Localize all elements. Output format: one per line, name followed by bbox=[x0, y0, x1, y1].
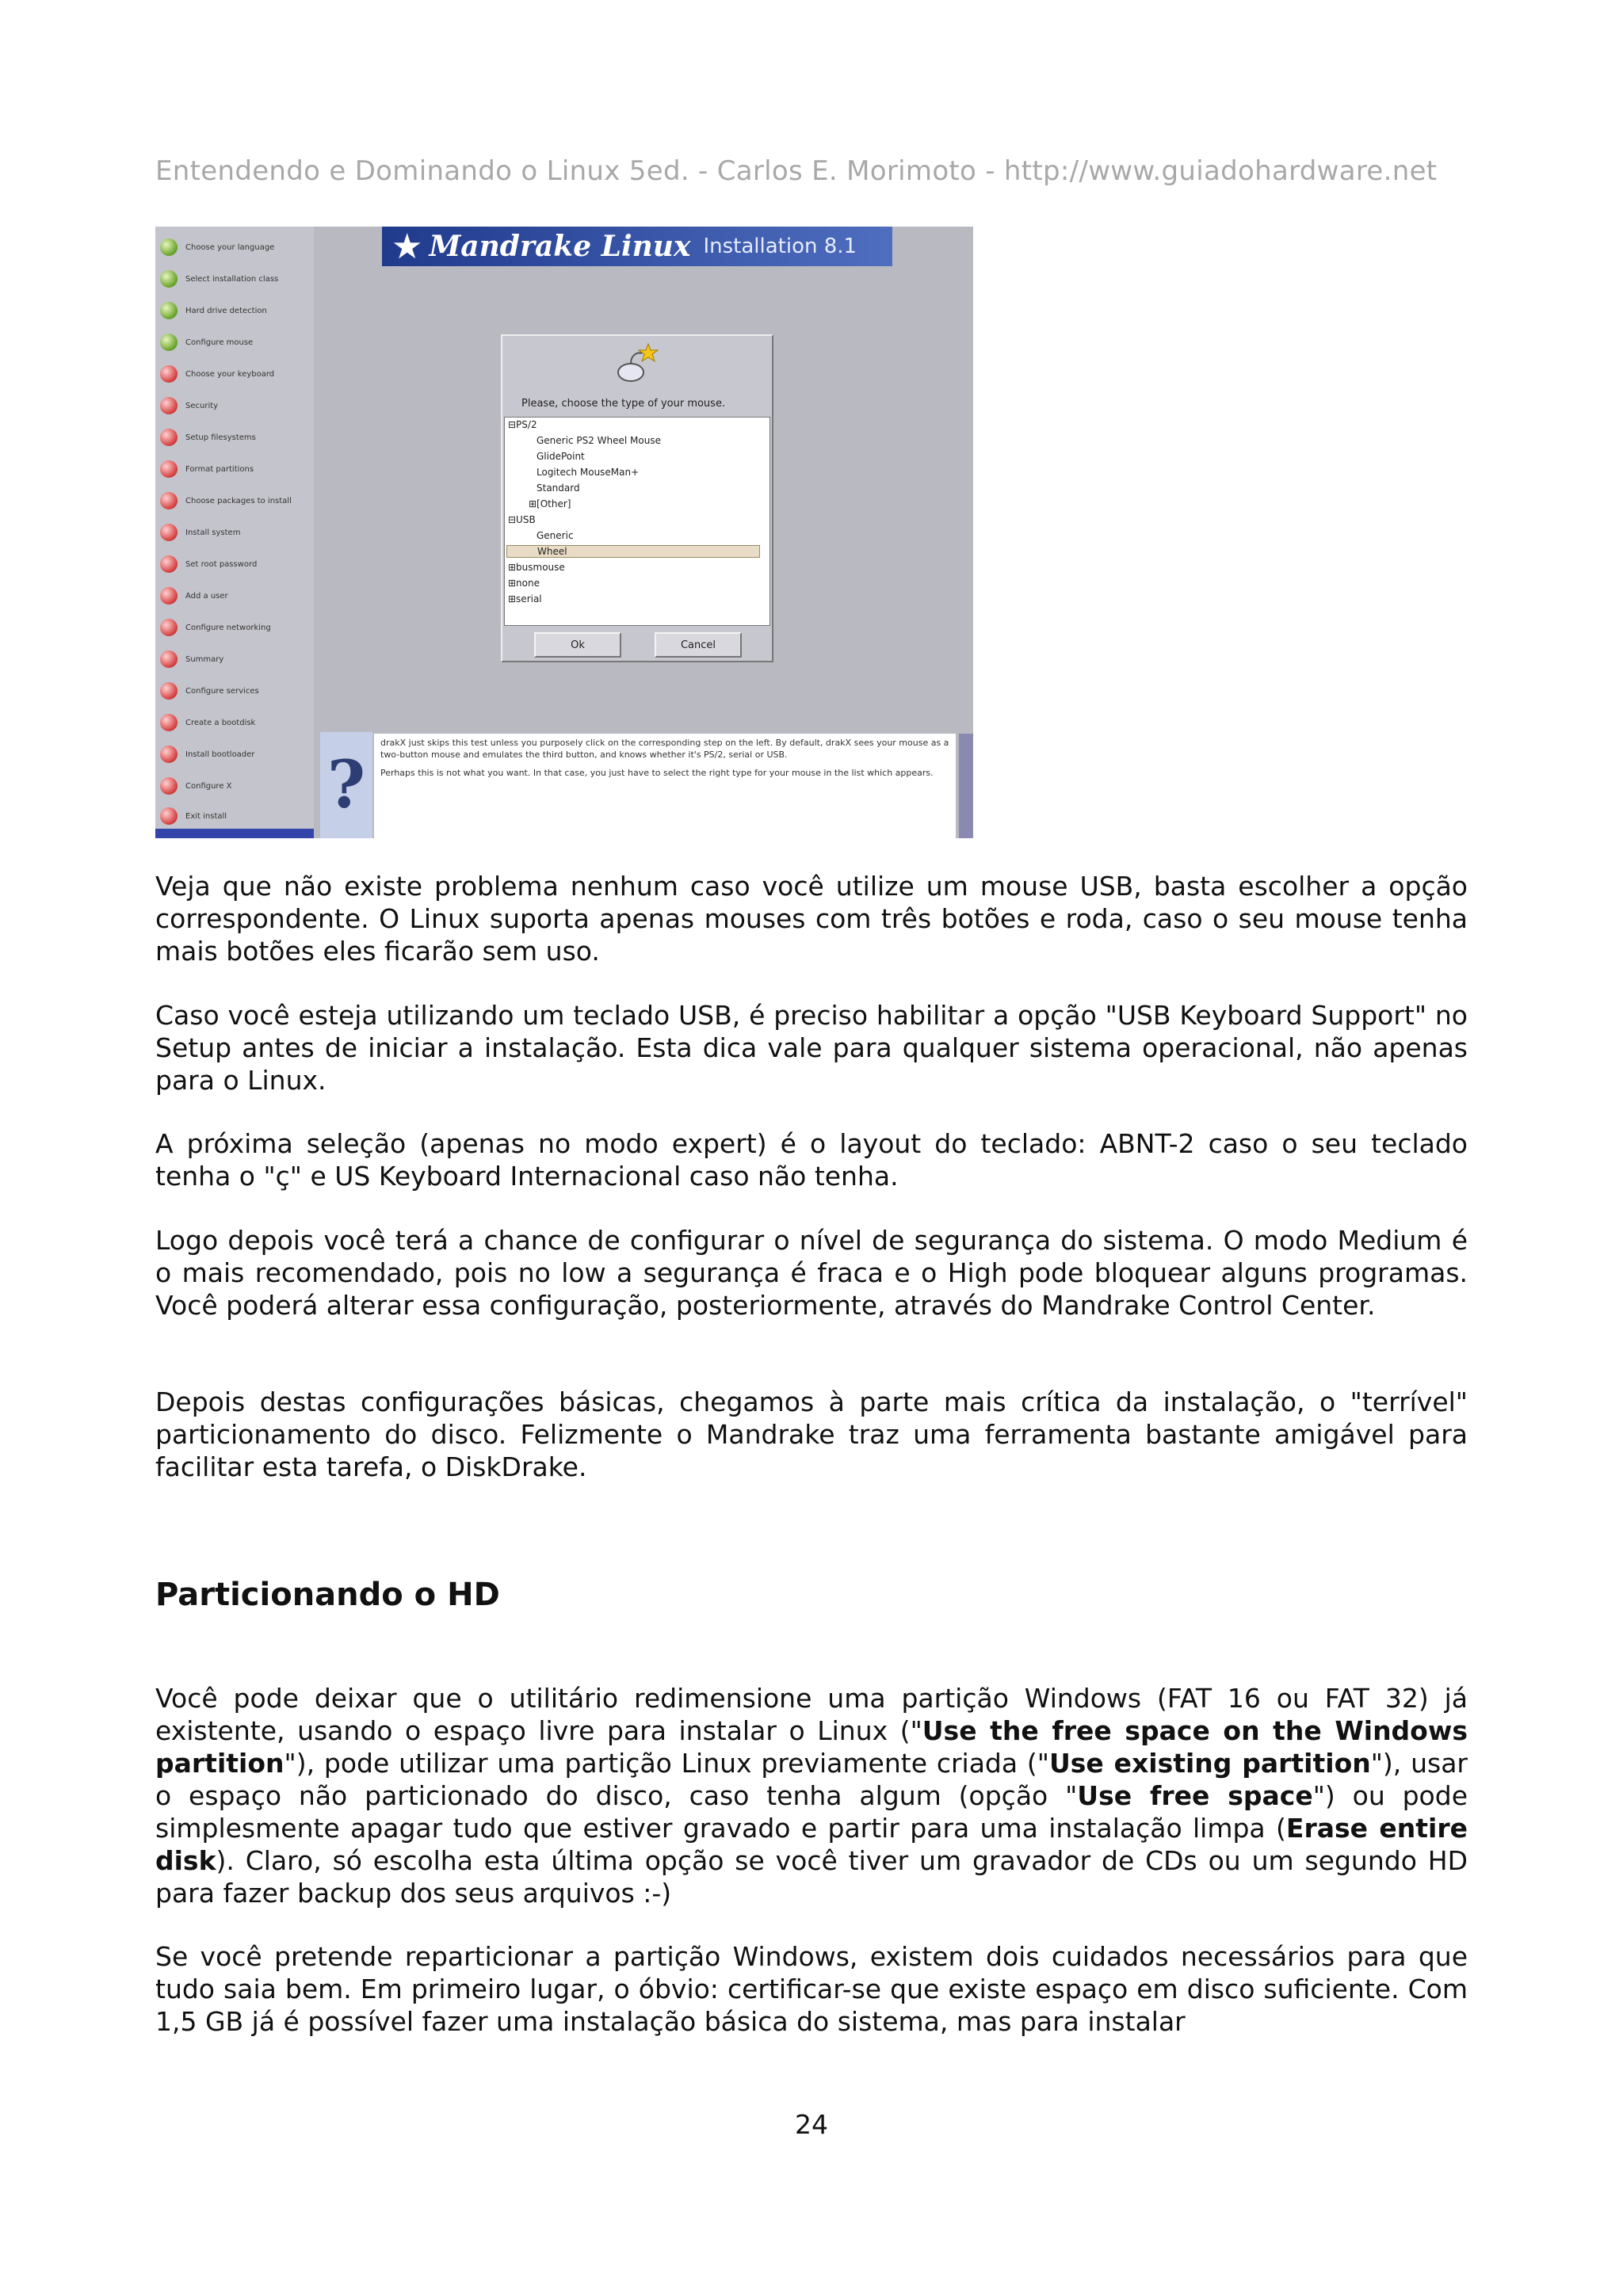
mouse-icon bbox=[613, 341, 661, 388]
tree-group[interactable]: ⊞busmouse bbox=[508, 562, 565, 573]
bold-option: Use existing partition bbox=[1048, 1748, 1371, 1779]
step-status-icon bbox=[160, 619, 178, 636]
tree-group-usb[interactable]: ⊟USB bbox=[508, 514, 536, 525]
step-item bbox=[160, 770, 232, 802]
step-label: Exit install bbox=[185, 811, 227, 821]
step-status-icon bbox=[160, 492, 178, 509]
help-question-glyph: ? bbox=[327, 747, 366, 823]
banner-subtitle: Installation 8.1 bbox=[703, 235, 857, 258]
step-item bbox=[160, 295, 267, 326]
tree-group-ps2[interactable]: ⊟PS/2 bbox=[508, 419, 537, 430]
step-label: Configure services bbox=[185, 686, 259, 696]
step-label: Install system bbox=[185, 528, 241, 537]
step-item bbox=[160, 675, 259, 707]
step-item bbox=[160, 800, 227, 832]
installer-screenshot bbox=[155, 227, 973, 838]
step-status-icon bbox=[160, 270, 178, 288]
step-status-icon bbox=[160, 429, 178, 446]
step-label: Install bootloader bbox=[185, 749, 255, 759]
paragraph-partition-options bbox=[155, 1682, 1468, 1909]
paragraph-repartition: Se você pretende reparticionar a partição Windows, existem dois cuidados necessários para que tudo saia bem. Em primeiro lugar, o óbvio: certificar-se que existe espaço em disco suficiente. Com 1,5 GB já é possível fazer uma instalação básica do sistema, mas para instalar bbox=[155, 1941, 1468, 2037]
step-item bbox=[160, 453, 254, 485]
step-status-icon bbox=[160, 650, 178, 668]
text-run: ") ou pode simplesmente apagar tudo que estiver gravado e partir para uma instalação limpa ( bbox=[155, 1780, 1468, 1844]
step-item bbox=[160, 643, 223, 675]
step-status-icon bbox=[160, 714, 178, 731]
step-label: Hard drive detection bbox=[185, 306, 267, 315]
paragraph-keyboard-layout: A próxima seleção (apenas no modo expert) é o layout do teclado: ABNT-2 caso o seu teclado tenha o "ç" e US Keyboard Internacional caso não tenha. bbox=[155, 1128, 1468, 1192]
step-status-icon bbox=[160, 302, 178, 319]
step-label: Choose packages to install bbox=[185, 496, 292, 505]
bold-option: Use the free space on the Windows partition bbox=[155, 1715, 1468, 1779]
step-item bbox=[160, 707, 255, 738]
step-item bbox=[160, 358, 274, 390]
text-run: Você pode deixar que o utilitário redimensione uma partição Windows (FAT 16 ou FAT 32) já existente, usando o espaço livre para instalar o Linux (" bbox=[155, 1683, 1468, 1746]
step-item bbox=[160, 517, 240, 548]
dialog-prompt: Please, choose the type of your mouse. bbox=[521, 398, 726, 410]
sidebar-footer-bar bbox=[155, 829, 314, 838]
text-run: "), pode utilizar uma partição Linux previamente criada (" bbox=[284, 1748, 1049, 1779]
star-logo-icon: ★ bbox=[391, 227, 423, 267]
step-label: Configure X bbox=[185, 781, 232, 791]
step-label: Select installation class bbox=[185, 274, 279, 284]
step-label: Format partitions bbox=[185, 464, 254, 474]
step-label: Security bbox=[185, 401, 219, 410]
step-item bbox=[160, 580, 228, 612]
ok-button[interactable]: Ok bbox=[534, 632, 621, 658]
help-text-panel bbox=[374, 734, 956, 838]
page-number: 24 bbox=[795, 2109, 828, 2140]
step-status-icon bbox=[160, 460, 178, 478]
step-label: Configure mouse bbox=[185, 338, 254, 347]
mouse-type-dialog bbox=[501, 334, 773, 662]
step-label: Create a bootdisk bbox=[185, 718, 256, 727]
paragraph-security-level: Logo depois você terá a chance de configurar o nível de segurança do sistema. O modo Medium é o mais recomendado, pois no low a segurança é fraca e o High pode bloquear alguns programas. Você poderá alterar essa configuração, posteriormente, através do Mandrake Control Center. bbox=[155, 1225, 1468, 1321]
help-scrollbar[interactable] bbox=[959, 734, 973, 838]
step-status-icon bbox=[160, 587, 178, 605]
step-status-icon bbox=[160, 334, 178, 351]
tree-item-selected[interactable]: Wheel bbox=[506, 545, 760, 558]
step-item bbox=[160, 548, 257, 580]
section-heading: Particionando o HD bbox=[155, 1577, 500, 1613]
step-status-icon bbox=[160, 746, 178, 763]
step-label: Set root password bbox=[185, 559, 258, 569]
help-text-line: Perhaps this is not what you want. In that case, you just have to select the right type for your mouse in the list which appears. bbox=[380, 768, 934, 778]
bold-option: Erase entire disk bbox=[155, 1813, 1468, 1876]
step-status-icon bbox=[160, 777, 178, 795]
installer-banner bbox=[382, 227, 892, 266]
bold-option: Use free space bbox=[1077, 1780, 1313, 1811]
banner-brand: Mandrake Linux bbox=[429, 230, 691, 263]
step-status-icon bbox=[160, 397, 178, 414]
running-header: Entendendo e Dominando o Linux 5ed. - Carlos E. Morimoto - http://www.guiadohardware.net bbox=[155, 155, 1438, 187]
step-label: Configure networking bbox=[185, 623, 271, 632]
mouse-type-tree bbox=[504, 417, 770, 626]
step-item bbox=[160, 612, 271, 643]
step-item bbox=[160, 263, 278, 295]
cancel-button[interactable]: Cancel bbox=[655, 632, 742, 658]
tree-item[interactable]: GlidePoint bbox=[537, 451, 585, 462]
installer-steps-sidebar bbox=[155, 227, 314, 838]
step-item bbox=[160, 231, 274, 263]
step-status-icon bbox=[160, 524, 178, 541]
tree-group[interactable]: ⊞none bbox=[508, 578, 540, 589]
help-question-icon bbox=[320, 732, 372, 838]
step-status-icon bbox=[160, 555, 178, 573]
step-label: Add a user bbox=[185, 591, 228, 601]
step-status-icon bbox=[160, 238, 178, 256]
paragraph-partitioning-intro: Depois destas configurações básicas, chegamos à parte mais crítica da instalação, o "terrível" particionamento do disco. Felizmente o Mandrake traz uma ferramenta bastante amigável para facilitar esta tarefa, o DiskDrake. bbox=[155, 1386, 1468, 1482]
tree-item[interactable]: Generic bbox=[537, 530, 574, 541]
step-status-icon bbox=[160, 365, 178, 383]
text-run: "), usar o espaço não particionado do disco, caso tenha algum (opção " bbox=[155, 1748, 1468, 1811]
step-item bbox=[160, 485, 292, 517]
paragraph-usb-mouse: Veja que não existe problema nenhum caso você utilize um mouse USB, basta escolher a opção correspondente. O Linux suporta apenas mouses com três botões e roda, caso o seu mouse tenha mais botões eles ficarão sem uso. bbox=[155, 871, 1468, 967]
paragraph-usb-keyboard: Caso você esteja utilizando um teclado USB, é preciso habilitar a opção "USB Keyboard Support" no Setup antes de iniciar a instalação. Esta dica vale para qualquer sistema operacional, não apenas para o Linux. bbox=[155, 1000, 1468, 1096]
step-label: Setup filesystems bbox=[185, 433, 256, 442]
step-item bbox=[160, 421, 256, 453]
tree-item[interactable]: Generic PS2 Wheel Mouse bbox=[537, 435, 661, 446]
step-item bbox=[160, 390, 218, 421]
tree-group[interactable]: ⊞serial bbox=[508, 593, 542, 605]
step-item bbox=[160, 326, 253, 358]
step-status-icon bbox=[160, 807, 178, 825]
tree-item[interactable]: Standard bbox=[537, 482, 580, 494]
step-item bbox=[160, 738, 254, 770]
step-status-icon bbox=[160, 682, 178, 700]
help-text-line: drakX just skips this test unless you purposely click on the corresponding step on the left. By default, drakX sees your mouse as a two-button mouse and emulates the third button, and knows whether it's PS/2, serial or USB. bbox=[380, 738, 949, 760]
text-run: ). Claro, só escolha esta última opção se você tiver um gravador de CDs ou um segundo HD para fazer backup dos seus arquivos :-) bbox=[155, 1845, 1468, 1909]
step-label: Choose your language bbox=[185, 242, 275, 252]
step-label: Choose your keyboard bbox=[185, 369, 275, 379]
step-label: Summary bbox=[185, 654, 224, 664]
tree-item[interactable]: Logitech MouseMan+ bbox=[537, 467, 640, 478]
tree-item[interactable]: ⊞[Other] bbox=[529, 498, 571, 509]
